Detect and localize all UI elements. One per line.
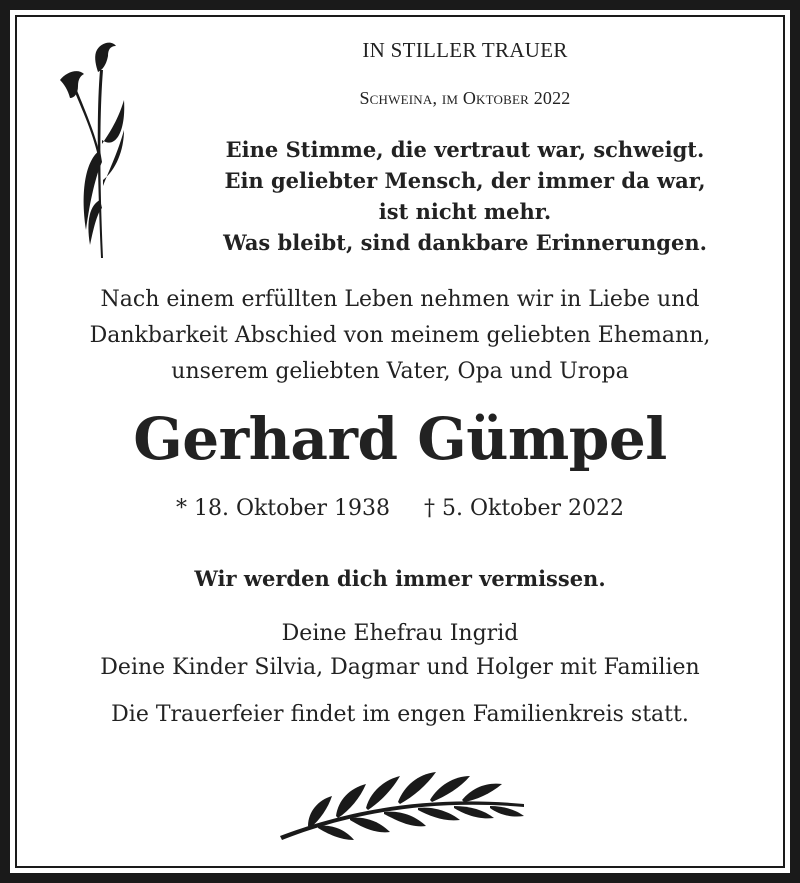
family-signature: [0, 617, 800, 685]
family-line: Deine Kinder Silvia, Dagmar und Holger mit Familien: [100, 655, 700, 680]
life-dates: [0, 496, 800, 521]
death-date: † 5. Oktober 2022: [424, 496, 625, 521]
intro-line: unserem geliebten Vater, Opa und Uropa: [171, 359, 629, 384]
verse-line: Eine Stimme, die vertraut war, schweigt.: [225, 137, 705, 162]
header-title: IN STILLER TRAUER: [362, 38, 568, 62]
intro-text: [0, 282, 800, 390]
verse-line: Ein geliebter Mensch, der immer da war,: [224, 168, 706, 193]
intro-line: Dankbarkeit Abschied von meinem geliebten Ehemann,: [89, 323, 711, 348]
deceased-name: Gerhard Gümpel: [133, 405, 667, 473]
memorial-verse: [150, 134, 780, 258]
motto: Wir werden dich immer vermissen.: [194, 566, 606, 591]
verse-line: Was bleibt, sind dankbare Erinnerungen.: [223, 230, 707, 255]
funeral-note: Die Trauerfeier findet im engen Familienkreis statt.: [111, 702, 689, 727]
verse-line: ist nicht mehr.: [378, 199, 552, 224]
place-date: Schweina, im Oktober 2022: [359, 88, 571, 108]
laurel-branch-icon: [278, 764, 528, 844]
intro-line: Nach einem erfüllten Leben nehmen wir in Liebe und: [100, 287, 700, 312]
birth-date: * 18. Oktober 1938: [175, 496, 390, 521]
calla-lily-icon: [56, 40, 136, 262]
family-line: Deine Ehefrau Ingrid: [281, 621, 519, 646]
